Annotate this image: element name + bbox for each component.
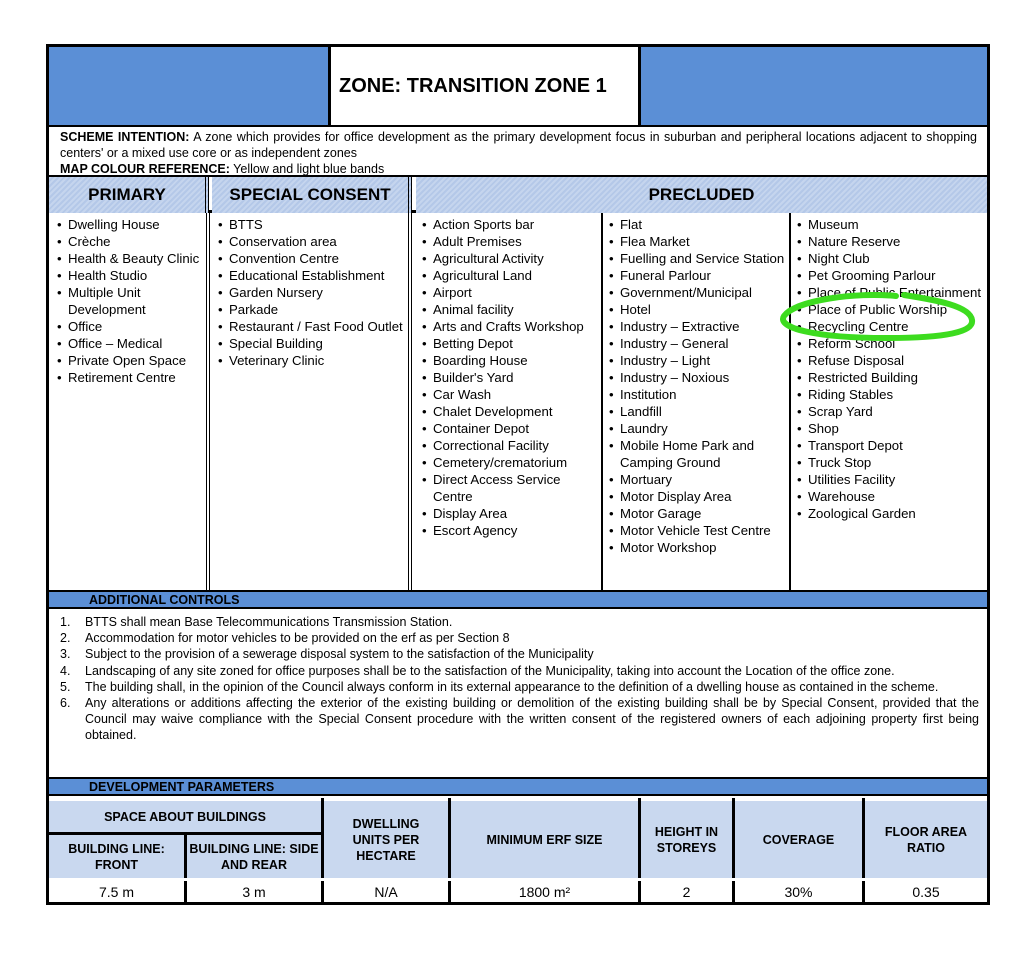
floor-area-ratio-header: FLOOR AREA RATIO: [865, 801, 987, 878]
list-item: • Parkade: [212, 301, 408, 318]
list-item: • Reform School: [791, 335, 987, 352]
list-item: • Arts and Crafts Workshop: [416, 318, 601, 335]
list-item: • Betting Depot: [416, 335, 601, 352]
list-item: • Crèche: [49, 233, 206, 250]
building-line-front-header: BUILDING LINE: FRONT: [49, 835, 184, 878]
scheme-intention: [49, 125, 987, 177]
list-item: • Refuse Disposal: [791, 352, 987, 369]
list-item: • Office – Medical: [49, 335, 206, 352]
list-item: • Container Depot: [416, 420, 601, 437]
zone-header: [49, 47, 987, 125]
list-item: • Hotel: [603, 301, 789, 318]
list-item: • Government/Municipal: [603, 284, 789, 301]
space-about-buildings-header: SPACE ABOUT BUILDINGS: [49, 801, 321, 832]
list-item: • Utilities Facility: [791, 471, 987, 488]
control-item: [55, 663, 979, 679]
list-item: • Scrap Yard: [791, 403, 987, 420]
minimum-erf-size-header: MINIMUM ERF SIZE: [451, 801, 638, 878]
list-item: • Boarding House: [416, 352, 601, 369]
list-item: • Animal facility: [416, 301, 601, 318]
list-item: • Convention Centre: [212, 250, 408, 267]
list-item: • Riding Stables: [791, 386, 987, 403]
control-item: [55, 695, 979, 744]
control-item: [55, 679, 979, 695]
list-item: • Agricultural Land: [416, 267, 601, 284]
list-item: • Recycling Centre: [791, 318, 987, 335]
height-in-storeys-header: HEIGHT IN STOREYS: [641, 801, 732, 878]
list-item: • Display Area: [416, 505, 601, 522]
primary-header: PRIMARY: [49, 177, 209, 213]
list-item: • Dwelling House: [49, 216, 206, 233]
list-item: • Motor Display Area: [603, 488, 789, 505]
list-item: • Funeral Parlour: [603, 267, 789, 284]
list-item: • Mobile Home Park and Camping Ground: [603, 437, 789, 471]
special-consent-column: [212, 213, 412, 592]
building-line-front-value: 7.5 m: [98, 883, 134, 900]
precluded-column-2: [603, 213, 791, 592]
control-item: [55, 614, 979, 630]
control-number: 1.: [60, 615, 71, 629]
list-item: • Special Building: [212, 335, 408, 352]
height-in-storeys-value: 2: [682, 883, 691, 900]
list-item: • Landfill: [603, 403, 789, 420]
list-item: • Conservation area: [212, 233, 408, 250]
list-item: • Office: [49, 318, 206, 335]
header-blue-right: [638, 47, 987, 125]
list-item: • Place of Public Worship: [791, 301, 987, 318]
control-number: 2.: [60, 631, 71, 646]
list-item: • Veterinary Clinic: [212, 352, 408, 369]
scheme-intention-text: A zone which provides for office development as the primary development focus in suburban and peripheral locations adjacent to shopping centers' or a mixed use core or as independent zones: [60, 130, 977, 160]
list-item: • Flat: [603, 216, 789, 233]
list-item: • Fuelling and Service Station: [603, 250, 789, 267]
list-item: • Direct Access Service Centre: [416, 471, 601, 505]
list-item: • Industry – Light: [603, 352, 789, 369]
parameters-values: [49, 881, 987, 902]
green-hand-drawn-circle-icon: [776, 292, 976, 341]
list-item: • Private Open Space: [49, 352, 206, 369]
list-item: • Cemetery/crematorium: [416, 454, 601, 471]
list-item: • Restricted Building: [791, 369, 987, 386]
floor-area-ratio-value: 0.35: [912, 883, 940, 900]
list-item: • BTTS: [212, 216, 408, 233]
control-text: Landscaping of any site zoned for office purposes shall be to the satisfaction of the Municipality, taking into account the Location of the office zone.: [85, 663, 895, 678]
control-text: The building shall, in the opinion of the Council always conform in its external appearance to the definition of a dwelling house as contained in the scheme.: [85, 679, 939, 694]
list-item: • Action Sports bar: [416, 216, 601, 233]
list-item: • Zoological Garden: [791, 505, 987, 522]
precluded-column-1: [416, 213, 603, 592]
zoning-sheet: [46, 44, 990, 905]
control-item: [55, 646, 979, 662]
control-item: [55, 630, 979, 646]
list-item: • Transport Depot: [791, 437, 987, 454]
list-item: • Health & Beauty Clinic: [49, 250, 206, 267]
list-item: • Warehouse: [791, 488, 987, 505]
precluded-column-3: [791, 213, 987, 592]
list-item: • Mortuary: [603, 471, 789, 488]
land-use-lists: [49, 213, 987, 592]
control-number: 6.: [60, 696, 71, 711]
list-item: • Retirement Centre: [49, 369, 206, 386]
control-number: 3.: [60, 647, 71, 662]
dwelling-units-value: N/A: [374, 883, 398, 900]
list-item: • Museum: [791, 216, 987, 233]
special-consent-header: SPECIAL CONSENT: [212, 177, 412, 213]
list-item: • Pet Grooming Parlour: [791, 267, 987, 284]
list-item: • Correctional Facility: [416, 437, 601, 454]
list-item: • Health Studio: [49, 267, 206, 284]
list-item: • Flea Market: [603, 233, 789, 250]
list-item: • Place of Public Entertainment: [791, 284, 987, 301]
list-item: • Industry – General: [603, 335, 789, 352]
list-item: • Motor Garage: [603, 505, 789, 522]
list-item: • Night Club: [791, 250, 987, 267]
list-item: • Multiple Unit Development: [49, 284, 206, 318]
scheme-intention-label: SCHEME INTENTION:: [60, 130, 190, 144]
list-item: • Adult Premises: [416, 233, 601, 250]
list-item: • Escort Agency: [416, 522, 601, 539]
coverage-header: COVERAGE: [735, 801, 862, 878]
list-item: • Truck Stop: [791, 454, 987, 471]
control-text: Any alterations or additions affecting the exterior of the existing building or demolition of the existing building shall be by Special Consent, provided that the Council may waive compliance with the Special Consent procedure with the written consent of the registered owners of each adjoining property first being obtained.: [85, 696, 979, 743]
control-text: Accommodation for motor vehicles to be provided on the erf as per Section 8: [85, 631, 510, 646]
list-item: • Institution: [603, 386, 789, 403]
minimum-erf-size-value: 1800 m²: [518, 883, 571, 900]
list-item: • Industry – Extractive: [603, 318, 789, 335]
building-line-side-value: 3 m: [242, 883, 266, 900]
list-item: • Garden Nursery: [212, 284, 408, 301]
additional-controls-bar: ADDITIONAL CONTROLS: [49, 592, 987, 609]
list-item: • Nature Reserve: [791, 233, 987, 250]
list-item: • Airport: [416, 284, 601, 301]
precluded-header: PRECLUDED: [416, 177, 987, 213]
map-colour-text: Yellow and light blue bands: [233, 162, 385, 176]
zone-title: ZONE: TRANSITION ZONE 1: [328, 47, 638, 125]
list-item: • Motor Vehicle Test Centre: [603, 522, 789, 539]
list-item: • Restaurant / Fast Food Outlet: [212, 318, 408, 335]
coverage-value: 30%: [784, 883, 813, 900]
additional-controls: [49, 611, 987, 779]
list-item: • Educational Establishment: [212, 267, 408, 284]
primary-column: [49, 213, 210, 592]
control-number: 4.: [60, 663, 71, 678]
list-item: • Car Wash: [416, 386, 601, 403]
map-colour-label: MAP COLOUR REFERENCE:: [60, 162, 230, 176]
building-line-side-header: BUILDING LINE: SIDE AND REAR: [187, 835, 321, 878]
header-blue-left: [49, 47, 328, 125]
list-item: • Motor Workshop: [603, 539, 789, 556]
control-number: 5.: [60, 679, 71, 694]
column-headers: [49, 177, 987, 213]
dwelling-units-header: DWELLING UNITS PER HECTARE: [324, 801, 448, 878]
list-item: • Chalet Development: [416, 403, 601, 420]
list-item: • Shop: [791, 420, 987, 437]
parameters-header: [49, 798, 987, 878]
list-item: • Industry – Noxious: [603, 369, 789, 386]
control-text: Subject to the provision of a sewerage disposal system to the satisfaction of the Municipality: [85, 647, 594, 662]
development-parameters-bar: DEVELOPMENT PARAMETERS: [49, 779, 987, 796]
list-item: • Agricultural Activity: [416, 250, 601, 267]
list-item: • Builder's Yard: [416, 369, 601, 386]
list-item: • Laundry: [603, 420, 789, 437]
control-text: BTTS shall mean Base Telecommunications Transmission Station.: [85, 615, 453, 629]
